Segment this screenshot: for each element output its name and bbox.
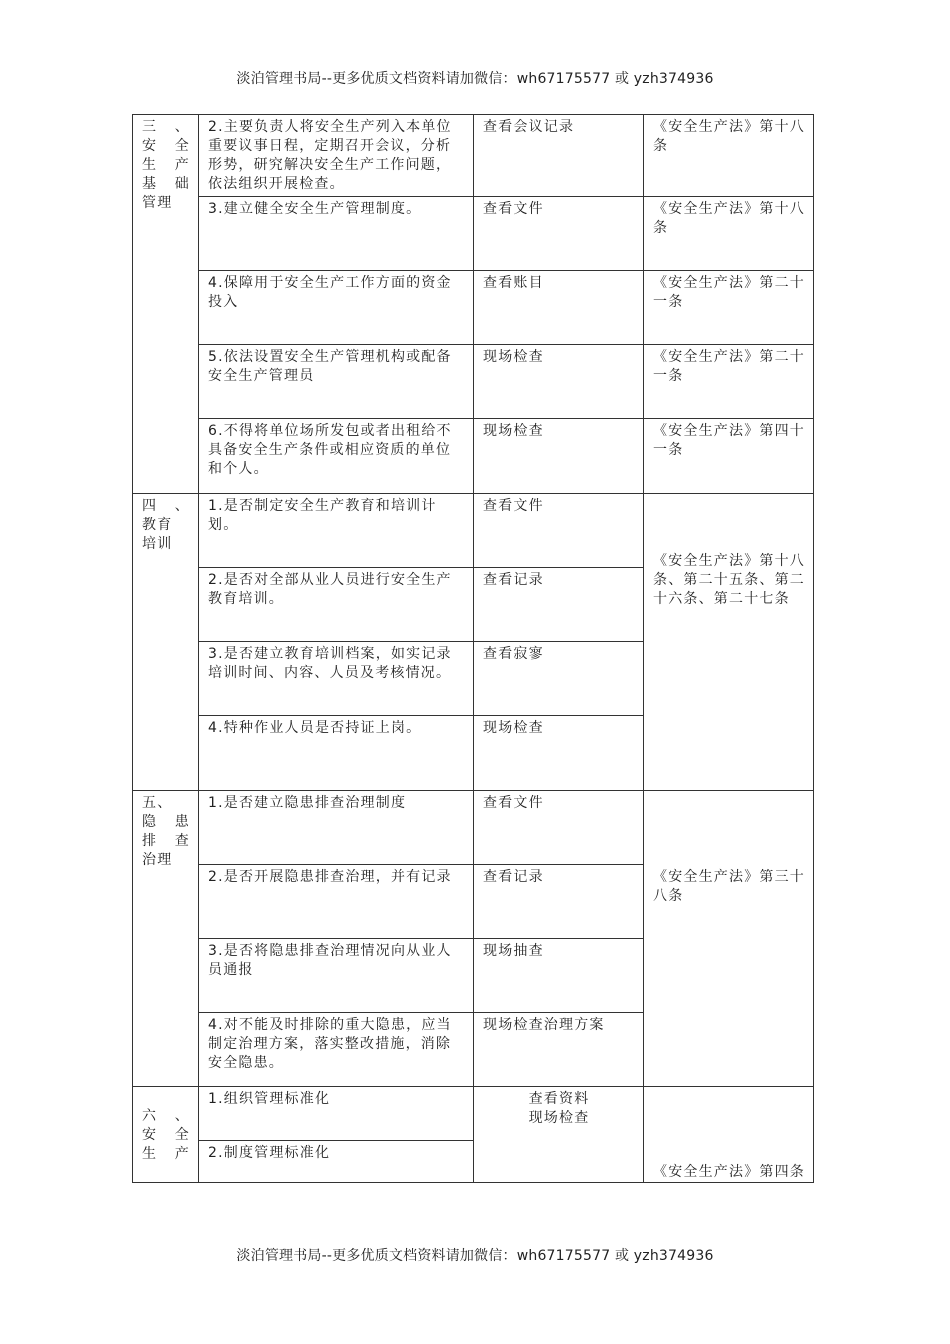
section-3-title: 三 、 安 全 生 产 基 础 管理: [133, 115, 199, 494]
legal-basis: 《安全生产法》第十八条: [644, 197, 814, 271]
check-method: 查看寂寥: [474, 642, 644, 716]
check-item: 5.依法设置安全生产管理机构或配备安全生产管理员: [199, 345, 474, 419]
check-method: 现场检查: [474, 716, 644, 791]
check-method: 查看会议记录: [474, 115, 644, 197]
inspection-table: [132, 114, 814, 1183]
check-item: 1.组织管理标准化: [199, 1087, 474, 1141]
table-row: [133, 1087, 814, 1141]
check-method: 查看记录: [474, 568, 644, 642]
check-item: 2.是否对全部从业人员进行安全生产教育培训。: [199, 568, 474, 642]
check-item: 6.不得将单位场所发包或者出租给不具备安全生产条件或相应资质的单位和个人。: [199, 419, 474, 494]
check-method: 现场检查治理方案: [474, 1013, 644, 1087]
check-item: 2.制度管理标准化: [199, 1141, 474, 1183]
check-item: 1.是否建立隐患排查治理制度: [199, 791, 474, 865]
check-method: 查看资料 现场检查: [474, 1087, 644, 1183]
check-item: 1.是否制定安全生产教育和培训计划。: [199, 494, 474, 568]
legal-basis: 《安全生产法》第三十八条: [644, 791, 814, 1087]
check-method: 现场检查: [474, 419, 644, 494]
legal-basis: 《安全生产法》第十八条、第二十五条、第二十六条、第二十七条: [644, 494, 814, 791]
legal-basis: 《安全生产法》第四十一条: [644, 419, 814, 494]
legal-basis: 《安全生产法》第十八条: [644, 115, 814, 197]
check-item: 4.保障用于安全生产工作方面的资金投入: [199, 271, 474, 345]
check-item: 4.特种作业人员是否持证上岗。: [199, 716, 474, 791]
section-4-title: 四 、 教育 培训: [133, 494, 199, 791]
table-row: [133, 271, 814, 345]
check-method: 现场检查: [474, 345, 644, 419]
legal-basis: 《安全生产法》第二十一条: [644, 271, 814, 345]
check-method: 查看账目: [474, 271, 644, 345]
table-row: [133, 115, 814, 197]
legal-basis: 《安全生产法》第二十一条: [644, 345, 814, 419]
check-method: 查看文件: [474, 494, 644, 568]
page-header: 淡泊管理书局--更多优质文档资料请加微信：wh67175577 或 yzh374936: [236, 71, 714, 87]
table-row: [133, 791, 814, 865]
check-item: 2.主要负责人将安全生产列入本单位重要议事日程，定期召开会议，分析形势，研究解决安全生产工作问题，依法组织开展检查。: [199, 115, 474, 197]
check-item: 3.是否建立教育培训档案，如实记录培训时间、内容、人员及考核情况。: [199, 642, 474, 716]
check-method: 查看记录: [474, 865, 644, 939]
legal-basis: 《安全生产法》第四条: [644, 1087, 814, 1183]
table-row: [133, 345, 814, 419]
check-item: 4.对不能及时排除的重大隐患，应当制定治理方案，落实整改措施，消除安全隐患。: [199, 1013, 474, 1087]
check-method: 查看文件: [474, 791, 644, 865]
table-row: [133, 197, 814, 271]
check-method: 现场抽查: [474, 939, 644, 1013]
table-row: [133, 419, 814, 494]
check-item: 3.是否将隐患排查治理情况向从业人员通报: [199, 939, 474, 1013]
check-method: 查看文件: [474, 197, 644, 271]
check-item: 2.是否开展隐患排查治理，并有记录: [199, 865, 474, 939]
check-item: 3.建立健全安全生产管理制度。: [199, 197, 474, 271]
section-5-title: 五、 隐 患 排 查 治理: [133, 791, 199, 1087]
section-6-title: 六 、 安 全 生 产: [133, 1087, 199, 1183]
table-row: [133, 494, 814, 568]
page-footer: 淡泊管理书局--更多优质文档资料请加微信：wh67175577 或 yzh374936: [236, 1248, 714, 1264]
